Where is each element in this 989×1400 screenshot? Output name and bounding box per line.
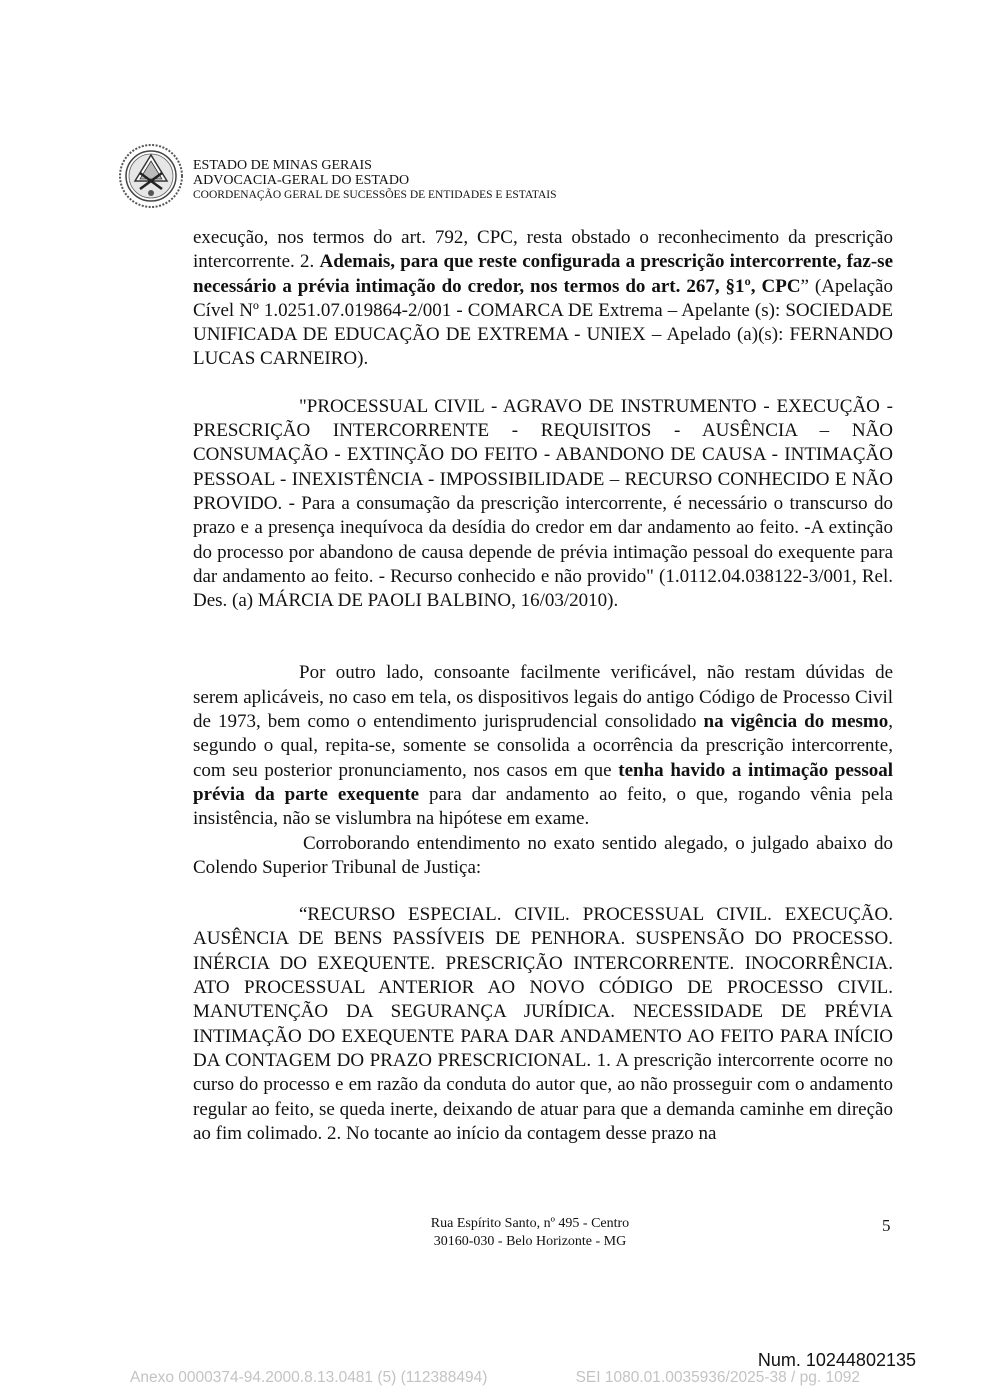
letterhead-agency: ADVOCACIA-GERAL DO ESTADO: [193, 173, 410, 188]
page-number: 5: [882, 1216, 891, 1235]
text-span: execução, nos termos do art. 792, CPC, resta obstado o reconhecimento da prescrição intercorrente. 2.: [193, 227, 893, 273]
text-span: para dar andamento ao feito, o que, rogando vênia pela insistência, não se vislumbra na hipótese em exame.: [193, 783, 893, 830]
bold-span: tenha havido a intimação pessoal prévia da parte exequente: [193, 759, 893, 805]
state-seal-icon: [118, 143, 184, 209]
text-span: Por outro lado, consoante facilmente verificável, não restam dúvidas de serem aplicáveis, no caso em tela, os dispositivos legais do antigo Código de Processo Civil de 1973, bem como o entendimento jurisprudencial consolidado: [193, 662, 893, 733]
text-span: Corroborando entendimento no exato sentido alegado, o julgado abaixo do Colendo Superior Tribunal de Justiça:: [193, 832, 893, 878]
quote-headnote: "PROCESSUAL CIVIL - AGRAVO DE INSTRUMENTO - EXECUÇÃO - PRESCRIÇÃO INTERCORRENTE - REQUISITOS - AUSÊNCIA – NÃO CONSUMAÇÃO - EXTINÇÃO DO FEITO - ABANDONO DE CAUSA - INTIMAÇÃO PESSOAL - INEXISTÊNCIA - IMPOSSIBILIDADE – RECURSO CONHECIDO E NÃO PROVIDO.: [193, 395, 893, 514]
footer-address-line1: Rua Espírito Santo, nº 495 - Centro: [430, 1216, 630, 1231]
letterhead-department: COORDENAÇÃO GERAL DE SUCESSÕES DE ENTIDADES E ESTATAIS: [193, 189, 557, 201]
paragraph-quote-stj: [193, 903, 893, 1146]
document-body: [193, 226, 893, 1146]
letterhead: [193, 158, 557, 203]
text-span: , segundo o qual, repita-se, somente se consolida a ocorrência da prescrição intercorrente, com seu posterior pronunciamento, nos casos em que: [193, 711, 893, 781]
paragraph-argument: [193, 661, 893, 831]
footer-address: [380, 1215, 680, 1251]
annex-stamp: [130, 1369, 860, 1387]
footer-address-line2: 30160-030 - Belo Horizonte - MG: [433, 1234, 627, 1249]
annex-reference: Anexo 0000374-94.2000.8.13.0481 (5) (112388494): [130, 1369, 488, 1386]
text-span: ” (Apelação Cível Nº 1.0251.07.019864-2/001 - COMARCA DE Extrema – Apelante (s): SOCIEDADE UNIFICADA DE EDUCAÇÃO DE EXTREMA - UNIEX – Apelado (a)(s): FERNANDO LUCAS CARNEIRO).: [193, 275, 893, 370]
text-span: 1. A prescrição intercorrente ocorre no curso do processo e em razão da conduta do autor que, ao não prosseguir com o andamento regular ao feito, se queda inerte, deixando de atuar para que a demanda caminhe em direção ao fim colimado. 2. No tocante ao início da contagem desse prazo na: [193, 1049, 893, 1144]
paragraph-corroborating: [193, 832, 893, 881]
document-number-stamp: Num. 10244802135: [757, 1350, 916, 1370]
paragraph-quote-tjmg: [193, 395, 893, 614]
sei-reference: SEI 1080.01.0035936/2025-38 / pg. 1092: [575, 1369, 860, 1386]
bold-span: Ademais, para que reste configurada a prescrição intercorrente, faz-se necessário a prévia intimação do credor, nos termos do art. 267, §1º, CPC: [193, 251, 893, 297]
letterhead-state: ESTADO DE MINAS GERAIS: [193, 158, 372, 173]
paragraph-citation-continuation: [193, 226, 893, 372]
bold-span: na vigência do mesmo: [703, 711, 889, 733]
quote-headnote: “RECURSO ESPECIAL. CIVIL. PROCESSUAL CIVIL. EXECUÇÃO. AUSÊNCIA DE BENS PASSÍVEIS DE PENHORA. SUSPENSÃO DO PROCESSO. INÉRCIA DO EXEQUENTE. PRESCRIÇÃO INTERCORRENTE. INOCORRÊNCIA. ATO PROCESSUAL ANTERIOR AO NOVO CÓDIGO DE PROCESSO CIVIL. MANUTENÇÃO DA SEGURANÇA JURÍDICA. NECESSIDADE DE PRÉVIA INTIMAÇÃO DO EXEQUENTE PARA DAR ANDAMENTO AO FEITO PARA INÍCIO DA CONTAGEM DO PRAZO PRESCRICIONAL.: [193, 904, 893, 1071]
text-span: - Para a consumação da prescrição intercorrente, é necessário o transcurso do prazo e a presença inequívoca da desídia do credor em dar andamento ao feito. -A extinção do processo por abandono de causa depende de prévia intimação pessoal do exequente para dar andamento ao feito. - Recurso conhecido e não provido" (1.0112.04.038122-3/001, Rel. Des. (a) MÁRCIA DE PAOLI BALBINO, 16/03/2010).: [193, 492, 893, 612]
